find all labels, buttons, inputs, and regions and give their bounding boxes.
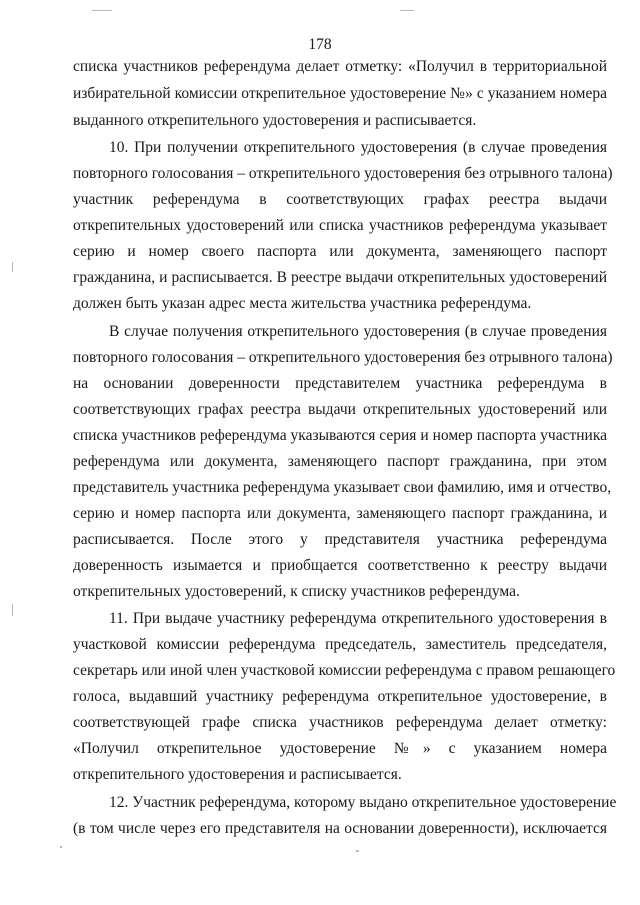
text-line: секретарь или иной член участковой комиссии референдума с правом решающего (73, 662, 616, 679)
text-line: серию и номер своего паспорта или документа, заменяющего паспорт (73, 243, 607, 260)
text-line: должен быть указан адрес места жительства участника референдума. (73, 295, 532, 312)
text-line: на основании доверенности представителем участника референдума в (73, 375, 607, 392)
text-line: В случае получения открепительного удостоверения (в случае проведения (109, 323, 607, 340)
scan-speck (60, 846, 62, 848)
text-line: открепительных удостоверений, к списку участников референдума. (73, 583, 520, 600)
text-line: 12. Участник референдума, которому выдано открепительное удостоверение (109, 794, 617, 811)
text-line: повторного голосования – открепительного удостоверения без отрывного талона) (73, 165, 613, 182)
scan-speck (92, 10, 112, 11)
text-line: списка участников референдума указываются серия и номер паспорта участника (73, 427, 607, 444)
text-line: соответствующих графах реестра выдачи открепительных удостоверений или (73, 401, 607, 418)
text-line: выданного открепительного удостоверения и расписывается. (73, 112, 477, 129)
text-line: расписывается. После этого у представителя участника референдума (73, 531, 607, 548)
text-line: референдума или документа, заменяющего паспорт гражданина, при этом (73, 453, 607, 470)
text-line: участковой комиссии референдума председатель, заместитель председателя, (73, 636, 607, 653)
text-line: открепительного удостоверения и расписывается. (73, 766, 402, 783)
text-line: 10. При получении открепительного удостоверения (в случае проведения (109, 139, 607, 156)
text-line: голоса, выдавший участнику референдума открепительное удостоверение, в (73, 688, 607, 705)
scan-speck (356, 850, 359, 852)
text-line: соответствующей графе списка участников референдума делает отметку: (73, 714, 607, 731)
text-line: (в том числе через его представителя на основании доверенности), исключается (73, 820, 607, 837)
text-line: списка участников референдума делает отметку: «Получил в территориальной (73, 58, 607, 75)
text-line: повторного голосования – открепительного удостоверения без отрывного талона) (73, 349, 613, 366)
scan-speck (12, 262, 13, 272)
text-line: 11. При выдаче участнику референдума открепительного удостоверения в (109, 610, 607, 627)
text-line: серию и номер паспорта или документа, заменяющего паспорт гражданина, и (73, 505, 607, 522)
text-line: избирательной комиссии открепительное удостоверение №» с указанием номера (73, 85, 607, 102)
scan-speck (400, 10, 414, 11)
text-line: доверенность изымается и приобщается соответственно к реестру выдачи (73, 557, 607, 574)
scan-speck (12, 604, 13, 616)
text-line: участник референдума в соответствующих графах реестра выдачи (73, 191, 607, 208)
text-line: открепительных удостоверений или списка участников референдума указывает (73, 217, 607, 234)
page-number: 178 (308, 36, 332, 53)
text-line: «Получил открепительное удостоверение №» с указанием номера (73, 740, 607, 757)
text-line: представитель участника референдума указывает свои фамилию, имя и отчество, (73, 479, 612, 496)
text-line: гражданина, и расписывается. В реестре выдачи открепительных удостоверений (73, 269, 607, 286)
